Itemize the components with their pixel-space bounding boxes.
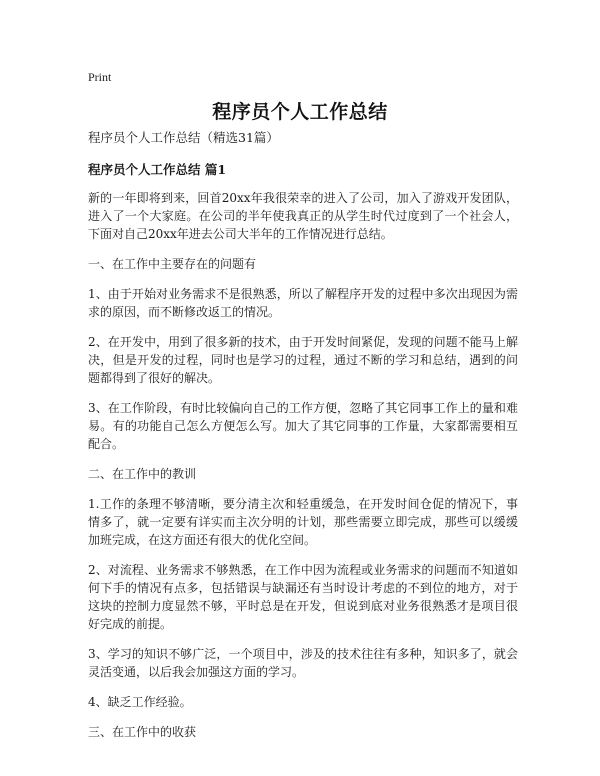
paragraph-lesson-1: 1.工作的条理不够清晰，要分清主次和轻重缓急，在开发时间仓促的情况下，事情多了，就一定要有详实而主次分明的计划，那些需要立即完成，那些可以缓缓加班完成，在这方面还有很大的优化空间。 [88, 497, 518, 547]
page-title: 程序员个人工作总结 [212, 101, 388, 123]
print-link[interactable]: Print [88, 70, 112, 84]
paragraph-lesson-4: 4、缺乏工作经验。 [88, 695, 192, 709]
paragraph-intro: 新的一年即将到来，回首20xx年我很荣幸的进入了公司，加入了游戏开发团队，进入了一个大家庭。在公司的半年使我真正的从学生时代过度到了一个社会人，下面对自己20xx年进去公司大半年的工作情况进行总结。 [88, 191, 518, 241]
document-subtitle: 程序员个人工作总结（精选31篇） [88, 130, 279, 145]
paragraph-heading-gains: 三、在工作中的收获 [88, 725, 197, 739]
paragraph-problem-1: 1、由于开始对业务需求不是很熟悉，所以了解程序开发的过程中多次出现因为需求的原因，而不断修改返工的情况。 [88, 287, 518, 319]
paragraph-heading-lessons: 二、在工作中的教训 [88, 467, 197, 481]
paragraph-problem-3: 3、在工作阶段，有时比较偏向自己的工作方便，忽略了其它同事工作上的量和难易。有的功能自己怎么方便怎么写。加大了其它同事的工作量，大家都需要相互配合。 [88, 401, 518, 451]
paragraph-heading-problems: 一、在工作中主要存在的问题有 [88, 257, 257, 271]
paragraph-lesson-2: 2、对流程、业务需求不够熟悉，在工作中因为流程或业务需求的问题而不知道如何下手的情况有点多，包括错误与缺漏还有当时设计考虑的不到位的地方，对于这块的控制力度显然不够，平时总是在开发，但说到底对业务很熟悉才是项目很好完成的前提。 [88, 563, 518, 631]
document-body [88, 129, 518, 753]
section-heading: 程序员个人工作总结 篇1 [88, 162, 227, 177]
paragraph-problem-2: 2、在开发中，用到了很多新的技术，由于开发时间紧促，发现的问题不能马上解决，但是开发的过程，同时也是学习的过程，通过不断的学习和总结，遇到的问题都得到了很好的解决。 [88, 335, 518, 385]
paragraph-lesson-3: 3、学习的知识不够广泛，一个项目中，涉及的技术往往有多种，知识多了，就会灵活变通，以后我会加强这方面的学习。 [88, 647, 518, 679]
